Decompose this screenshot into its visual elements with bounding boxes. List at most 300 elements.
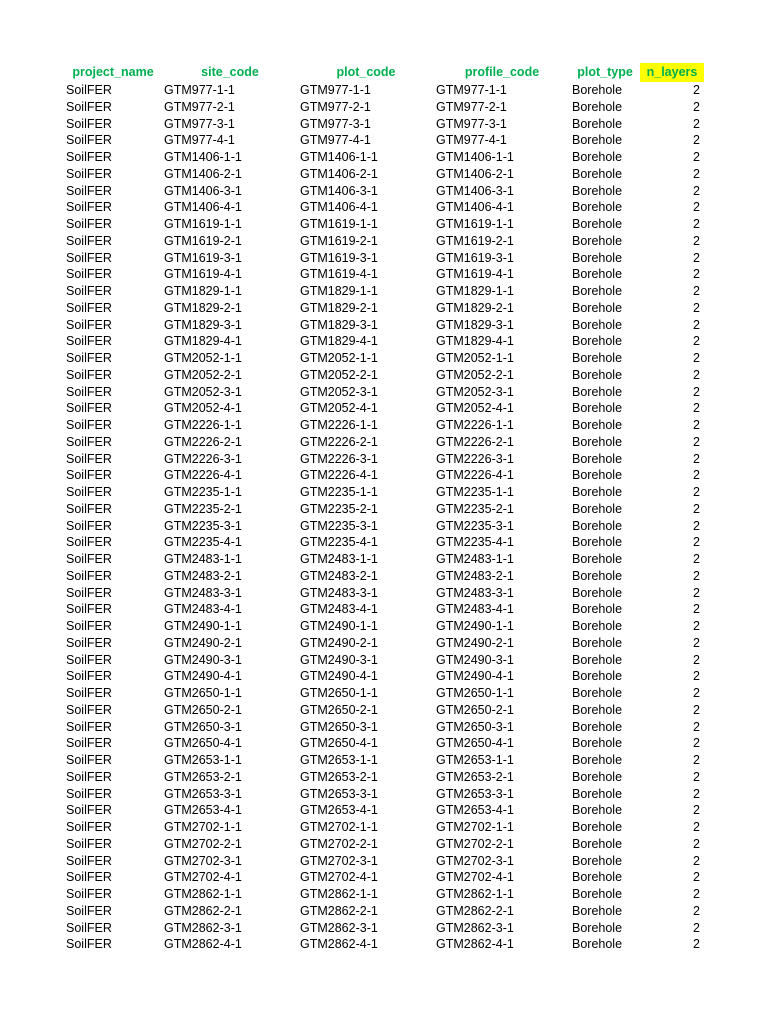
cell-site-code[interactable]: GTM2226-1-1 xyxy=(164,418,242,432)
cell-profile-code[interactable]: GTM2702-3-1 xyxy=(436,853,514,868)
cell-project-name[interactable]: SoilFER xyxy=(66,83,112,97)
cell-plot-code[interactable]: GTM2483-3-1 xyxy=(300,585,378,600)
cell-profile-code[interactable]: GTM2235-3-1 xyxy=(436,518,514,533)
cell-project-name[interactable]: SoilFER xyxy=(66,736,112,751)
cell-plot-code[interactable]: GTM2862-3-1 xyxy=(300,920,378,935)
cell-profile-code[interactable]: GTM977-2-1 xyxy=(436,99,507,114)
cell-project-name[interactable]: SoilFER xyxy=(66,384,112,399)
cell-plot-type[interactable]: Borehole xyxy=(572,753,623,767)
cell-n-layers[interactable]: 2 xyxy=(693,150,700,164)
cell-plot-code[interactable]: GTM2483-1-1 xyxy=(300,552,378,566)
cell-project-name[interactable]: SoilFER xyxy=(66,535,112,550)
cell-plot-code[interactable]: GTM1406-2-1 xyxy=(300,166,378,181)
cell-profile-code[interactable]: GTM2483-4-1 xyxy=(436,602,514,617)
cell-plot-type[interactable]: Borehole xyxy=(572,552,623,566)
cell-site-code[interactable]: GTM2483-2-1 xyxy=(164,568,242,583)
cell-site-code[interactable]: GTM2235-4-1 xyxy=(164,535,242,550)
cell-site-code[interactable]: GTM2226-2-1 xyxy=(164,434,242,449)
cell-plot-type[interactable]: Borehole xyxy=(572,133,623,148)
cell-site-code[interactable]: GTM2052-2-1 xyxy=(164,367,242,382)
cell-plot-type[interactable]: Borehole xyxy=(572,250,623,265)
cell-site-code[interactable]: GTM2052-4-1 xyxy=(164,401,242,416)
cell-profile-code[interactable]: GTM977-1-1 xyxy=(436,83,507,97)
cell-plot-code[interactable]: GTM2052-2-1 xyxy=(300,367,378,382)
cell-profile-code[interactable]: GTM2653-1-1 xyxy=(436,753,514,767)
cell-plot-type[interactable]: Borehole xyxy=(572,702,623,717)
cell-site-code[interactable]: GTM2226-3-1 xyxy=(164,451,242,466)
cell-plot-type[interactable]: Borehole xyxy=(572,602,623,617)
cell-site-code[interactable]: GTM2235-2-1 xyxy=(164,501,242,516)
cell-plot-code[interactable]: GTM977-4-1 xyxy=(300,133,371,148)
cell-site-code[interactable]: GTM1829-4-1 xyxy=(164,334,242,349)
cell-plot-type[interactable]: Borehole xyxy=(572,451,623,466)
cell-n-layers[interactable]: 2 xyxy=(693,334,700,349)
cell-project-name[interactable]: SoilFER xyxy=(66,217,112,231)
cell-profile-code[interactable]: GTM2235-4-1 xyxy=(436,535,514,550)
cell-plot-type[interactable]: Borehole xyxy=(572,786,623,801)
cell-n-layers[interactable]: 2 xyxy=(693,753,700,767)
cell-site-code[interactable]: GTM2235-3-1 xyxy=(164,518,242,533)
cell-profile-code[interactable]: GTM2052-1-1 xyxy=(436,351,514,365)
cell-plot-code[interactable]: GTM2862-4-1 xyxy=(300,937,378,952)
cell-plot-type[interactable]: Borehole xyxy=(572,334,623,349)
cell-n-layers[interactable]: 2 xyxy=(693,183,700,198)
cell-plot-code[interactable]: GTM2235-1-1 xyxy=(300,485,378,499)
cell-project-name[interactable]: SoilFER xyxy=(66,669,112,684)
cell-site-code[interactable]: GTM2490-1-1 xyxy=(164,619,242,633)
cell-n-layers[interactable]: 2 xyxy=(693,937,700,952)
cell-plot-type[interactable]: Borehole xyxy=(572,217,623,231)
cell-profile-code[interactable]: GTM1829-4-1 xyxy=(436,334,514,349)
cell-plot-code[interactable]: GTM977-2-1 xyxy=(300,99,371,114)
cell-profile-code[interactable]: GTM1829-2-1 xyxy=(436,300,514,315)
cell-project-name[interactable]: SoilFER xyxy=(66,401,112,416)
cell-project-name[interactable]: SoilFER xyxy=(66,451,112,466)
cell-n-layers[interactable]: 2 xyxy=(693,887,700,901)
cell-plot-type[interactable]: Borehole xyxy=(572,468,623,483)
cell-project-name[interactable]: SoilFER xyxy=(66,887,112,901)
cell-plot-type[interactable]: Borehole xyxy=(572,384,623,399)
cell-n-layers[interactable]: 2 xyxy=(693,736,700,751)
cell-plot-code[interactable]: GTM2235-3-1 xyxy=(300,518,378,533)
cell-plot-code[interactable]: GTM1619-4-1 xyxy=(300,267,378,282)
cell-site-code[interactable]: GTM977-2-1 xyxy=(164,99,235,114)
cell-plot-code[interactable]: GTM2226-3-1 xyxy=(300,451,378,466)
cell-plot-type[interactable]: Borehole xyxy=(572,686,623,700)
cell-site-code[interactable]: GTM2702-4-1 xyxy=(164,870,242,885)
cell-site-code[interactable]: GTM1619-2-1 xyxy=(164,233,242,248)
cell-profile-code[interactable]: GTM2226-2-1 xyxy=(436,434,514,449)
cell-plot-code[interactable]: GTM1829-4-1 xyxy=(300,334,378,349)
cell-profile-code[interactable]: GTM2235-1-1 xyxy=(436,485,514,499)
cell-n-layers[interactable]: 2 xyxy=(693,635,700,650)
cell-n-layers[interactable]: 2 xyxy=(693,485,700,499)
cell-project-name[interactable]: SoilFER xyxy=(66,903,112,918)
cell-plot-type[interactable]: Borehole xyxy=(572,870,623,885)
cell-profile-code[interactable]: GTM2490-2-1 xyxy=(436,635,514,650)
cell-n-layers[interactable]: 2 xyxy=(693,133,700,148)
cell-plot-code[interactable]: GTM2483-4-1 xyxy=(300,602,378,617)
cell-n-layers[interactable]: 2 xyxy=(693,317,700,332)
cell-project-name[interactable]: SoilFER xyxy=(66,233,112,248)
cell-profile-code[interactable]: GTM2653-2-1 xyxy=(436,769,514,784)
cell-plot-type[interactable]: Borehole xyxy=(572,83,623,97)
cell-project-name[interactable]: SoilFER xyxy=(66,166,112,181)
cell-project-name[interactable]: SoilFER xyxy=(66,351,112,365)
cell-profile-code[interactable]: GTM1406-1-1 xyxy=(436,150,514,164)
cell-profile-code[interactable]: GTM2483-3-1 xyxy=(436,585,514,600)
cell-project-name[interactable]: SoilFER xyxy=(66,870,112,885)
cell-project-name[interactable]: SoilFER xyxy=(66,468,112,483)
cell-project-name[interactable]: SoilFER xyxy=(66,568,112,583)
cell-project-name[interactable]: SoilFER xyxy=(66,853,112,868)
cell-plot-code[interactable]: GTM2235-4-1 xyxy=(300,535,378,550)
cell-plot-code[interactable]: GTM2226-4-1 xyxy=(300,468,378,483)
cell-project-name[interactable]: SoilFER xyxy=(66,652,112,667)
cell-profile-code[interactable]: GTM1619-1-1 xyxy=(436,217,514,231)
cell-plot-code[interactable]: GTM2653-3-1 xyxy=(300,786,378,801)
cell-plot-type[interactable]: Borehole xyxy=(572,434,623,449)
cell-plot-code[interactable]: GTM2650-4-1 xyxy=(300,736,378,751)
cell-site-code[interactable]: GTM2862-4-1 xyxy=(164,937,242,952)
cell-site-code[interactable]: GTM2702-1-1 xyxy=(164,820,242,834)
cell-plot-code[interactable]: GTM1619-1-1 xyxy=(300,217,378,231)
cell-plot-type[interactable]: Borehole xyxy=(572,183,623,198)
cell-plot-type[interactable]: Borehole xyxy=(572,401,623,416)
cell-plot-code[interactable]: GTM1829-2-1 xyxy=(300,300,378,315)
cell-project-name[interactable]: SoilFER xyxy=(66,820,112,834)
cell-plot-type[interactable]: Borehole xyxy=(572,719,623,734)
cell-profile-code[interactable]: GTM2490-4-1 xyxy=(436,669,514,684)
cell-project-name[interactable]: SoilFER xyxy=(66,367,112,382)
cell-plot-type[interactable]: Borehole xyxy=(572,652,623,667)
cell-plot-code[interactable]: GTM977-1-1 xyxy=(300,83,371,97)
cell-n-layers[interactable]: 2 xyxy=(693,384,700,399)
cell-profile-code[interactable]: GTM1406-4-1 xyxy=(436,200,514,215)
cell-site-code[interactable]: GTM1829-2-1 xyxy=(164,300,242,315)
cell-n-layers[interactable]: 2 xyxy=(693,217,700,231)
cell-plot-type[interactable]: Borehole xyxy=(572,233,623,248)
cell-profile-code[interactable]: GTM1406-2-1 xyxy=(436,166,514,181)
cell-project-name[interactable]: SoilFER xyxy=(66,686,112,700)
cell-n-layers[interactable]: 2 xyxy=(693,401,700,416)
cell-project-name[interactable]: SoilFER xyxy=(66,769,112,784)
cell-n-layers[interactable]: 2 xyxy=(693,434,700,449)
cell-n-layers[interactable]: 2 xyxy=(693,166,700,181)
cell-profile-code[interactable]: GTM2702-1-1 xyxy=(436,820,514,834)
cell-site-code[interactable]: GTM1619-4-1 xyxy=(164,267,242,282)
cell-profile-code[interactable]: GTM2653-3-1 xyxy=(436,786,514,801)
cell-project-name[interactable]: SoilFER xyxy=(66,753,112,767)
cell-n-layers[interactable]: 2 xyxy=(693,300,700,315)
cell-plot-type[interactable]: Borehole xyxy=(572,903,623,918)
cell-plot-code[interactable]: GTM1829-3-1 xyxy=(300,317,378,332)
cell-n-layers[interactable]: 2 xyxy=(693,535,700,550)
cell-profile-code[interactable]: GTM2862-1-1 xyxy=(436,887,514,901)
cell-n-layers[interactable]: 2 xyxy=(693,418,700,432)
cell-plot-type[interactable]: Borehole xyxy=(572,619,623,633)
cell-n-layers[interactable]: 2 xyxy=(693,619,700,633)
cell-plot-type[interactable]: Borehole xyxy=(572,803,623,818)
cell-plot-code[interactable]: GTM2702-4-1 xyxy=(300,870,378,885)
cell-project-name[interactable]: SoilFER xyxy=(66,485,112,499)
cell-n-layers[interactable]: 2 xyxy=(693,518,700,533)
cell-project-name[interactable]: SoilFER xyxy=(66,434,112,449)
cell-plot-type[interactable]: Borehole xyxy=(572,568,623,583)
cell-site-code[interactable]: GTM2650-4-1 xyxy=(164,736,242,751)
cell-plot-code[interactable]: GTM1829-1-1 xyxy=(300,284,378,298)
cell-profile-code[interactable]: GTM2235-2-1 xyxy=(436,501,514,516)
cell-plot-type[interactable]: Borehole xyxy=(572,635,623,650)
cell-plot-code[interactable]: GTM2862-2-1 xyxy=(300,903,378,918)
cell-project-name[interactable]: SoilFER xyxy=(66,116,112,131)
cell-site-code[interactable]: GTM1619-3-1 xyxy=(164,250,242,265)
cell-n-layers[interactable]: 2 xyxy=(693,116,700,131)
cell-plot-type[interactable]: Borehole xyxy=(572,200,623,215)
cell-plot-code[interactable]: GTM1619-2-1 xyxy=(300,233,378,248)
cell-site-code[interactable]: GTM1829-3-1 xyxy=(164,317,242,332)
cell-profile-code[interactable]: GTM2052-3-1 xyxy=(436,384,514,399)
cell-project-name[interactable]: SoilFER xyxy=(66,518,112,533)
cell-profile-code[interactable]: GTM977-4-1 xyxy=(436,133,507,148)
header-plot-type[interactable]: plot_type xyxy=(577,65,633,79)
cell-project-name[interactable]: SoilFER xyxy=(66,284,112,298)
cell-n-layers[interactable]: 2 xyxy=(693,99,700,114)
cell-profile-code[interactable]: GTM2702-4-1 xyxy=(436,870,514,885)
cell-plot-code[interactable]: GTM2653-1-1 xyxy=(300,753,378,767)
cell-project-name[interactable]: SoilFER xyxy=(66,920,112,935)
header-plot-code[interactable]: plot_code xyxy=(336,65,396,79)
cell-plot-type[interactable]: Borehole xyxy=(572,367,623,382)
cell-profile-code[interactable]: GTM2490-1-1 xyxy=(436,619,514,633)
cell-profile-code[interactable]: GTM2650-2-1 xyxy=(436,702,514,717)
cell-site-code[interactable]: GTM1406-2-1 xyxy=(164,166,242,181)
header-n-layers[interactable]: n_layers xyxy=(640,63,704,82)
cell-n-layers[interactable]: 2 xyxy=(693,83,700,97)
cell-plot-type[interactable]: Borehole xyxy=(572,150,623,164)
cell-profile-code[interactable]: GTM2862-2-1 xyxy=(436,903,514,918)
cell-profile-code[interactable]: GTM2052-4-1 xyxy=(436,401,514,416)
cell-project-name[interactable]: SoilFER xyxy=(66,200,112,215)
cell-plot-code[interactable]: GTM2226-1-1 xyxy=(300,418,378,432)
cell-plot-type[interactable]: Borehole xyxy=(572,769,623,784)
cell-plot-code[interactable]: GTM2490-1-1 xyxy=(300,619,378,633)
cell-n-layers[interactable]: 2 xyxy=(693,769,700,784)
cell-project-name[interactable]: SoilFER xyxy=(66,133,112,148)
cell-site-code[interactable]: GTM2702-2-1 xyxy=(164,836,242,851)
cell-plot-code[interactable]: GTM2483-2-1 xyxy=(300,568,378,583)
cell-plot-code[interactable]: GTM2226-2-1 xyxy=(300,434,378,449)
cell-project-name[interactable]: SoilFER xyxy=(66,619,112,633)
cell-plot-code[interactable]: GTM1406-4-1 xyxy=(300,200,378,215)
cell-profile-code[interactable]: GTM2483-1-1 xyxy=(436,552,514,566)
cell-site-code[interactable]: GTM2650-3-1 xyxy=(164,719,242,734)
cell-profile-code[interactable]: GTM2653-4-1 xyxy=(436,803,514,818)
cell-plot-code[interactable]: GTM1406-1-1 xyxy=(300,150,378,164)
cell-n-layers[interactable]: 2 xyxy=(693,267,700,282)
cell-plot-code[interactable]: GTM1619-3-1 xyxy=(300,250,378,265)
cell-n-layers[interactable]: 2 xyxy=(693,501,700,516)
cell-plot-type[interactable]: Borehole xyxy=(572,535,623,550)
cell-plot-type[interactable]: Borehole xyxy=(572,267,623,282)
cell-n-layers[interactable]: 2 xyxy=(693,200,700,215)
cell-n-layers[interactable]: 2 xyxy=(693,820,700,834)
cell-n-layers[interactable]: 2 xyxy=(693,920,700,935)
cell-project-name[interactable]: SoilFER xyxy=(66,99,112,114)
cell-site-code[interactable]: GTM2052-1-1 xyxy=(164,351,242,365)
cell-project-name[interactable]: SoilFER xyxy=(66,702,112,717)
cell-plot-type[interactable]: Borehole xyxy=(572,836,623,851)
cell-n-layers[interactable]: 2 xyxy=(693,351,700,365)
cell-site-code[interactable]: GTM2490-3-1 xyxy=(164,652,242,667)
cell-site-code[interactable]: GTM2483-1-1 xyxy=(164,552,242,566)
cell-n-layers[interactable]: 2 xyxy=(693,803,700,818)
cell-profile-code[interactable]: GTM2650-1-1 xyxy=(436,686,514,700)
cell-site-code[interactable]: GTM2862-2-1 xyxy=(164,903,242,918)
cell-site-code[interactable]: GTM1406-3-1 xyxy=(164,183,242,198)
cell-plot-code[interactable]: GTM2490-4-1 xyxy=(300,669,378,684)
cell-project-name[interactable]: SoilFER xyxy=(66,719,112,734)
cell-plot-code[interactable]: GTM2235-2-1 xyxy=(300,501,378,516)
cell-plot-code[interactable]: GTM2052-3-1 xyxy=(300,384,378,399)
cell-plot-code[interactable]: GTM2702-3-1 xyxy=(300,853,378,868)
cell-plot-type[interactable]: Borehole xyxy=(572,284,623,298)
cell-plot-type[interactable]: Borehole xyxy=(572,518,623,533)
cell-plot-code[interactable]: GTM2052-4-1 xyxy=(300,401,378,416)
cell-profile-code[interactable]: GTM2862-3-1 xyxy=(436,920,514,935)
cell-n-layers[interactable]: 2 xyxy=(693,468,700,483)
cell-n-layers[interactable]: 2 xyxy=(693,602,700,617)
cell-n-layers[interactable]: 2 xyxy=(693,568,700,583)
cell-site-code[interactable]: GTM977-4-1 xyxy=(164,133,235,148)
cell-site-code[interactable]: GTM977-1-1 xyxy=(164,83,235,97)
cell-plot-code[interactable]: GTM2650-2-1 xyxy=(300,702,378,717)
cell-site-code[interactable]: GTM1406-1-1 xyxy=(164,150,242,164)
cell-site-code[interactable]: GTM2226-4-1 xyxy=(164,468,242,483)
cell-plot-code[interactable]: GTM2490-2-1 xyxy=(300,635,378,650)
cell-plot-type[interactable]: Borehole xyxy=(572,116,623,131)
cell-profile-code[interactable]: GTM2650-3-1 xyxy=(436,719,514,734)
cell-site-code[interactable]: GTM2490-4-1 xyxy=(164,669,242,684)
cell-n-layers[interactable]: 2 xyxy=(693,853,700,868)
cell-plot-type[interactable]: Borehole xyxy=(572,99,623,114)
cell-site-code[interactable]: GTM2650-1-1 xyxy=(164,686,242,700)
cell-n-layers[interactable]: 2 xyxy=(693,585,700,600)
cell-site-code[interactable]: GTM2862-1-1 xyxy=(164,887,242,901)
cell-project-name[interactable]: SoilFER xyxy=(66,803,112,818)
cell-plot-code[interactable]: GTM2490-3-1 xyxy=(300,652,378,667)
cell-plot-type[interactable]: Borehole xyxy=(572,937,623,952)
cell-n-layers[interactable]: 2 xyxy=(693,250,700,265)
cell-plot-type[interactable]: Borehole xyxy=(572,887,623,901)
cell-site-code[interactable]: GTM977-3-1 xyxy=(164,116,235,131)
cell-project-name[interactable]: SoilFER xyxy=(66,937,112,952)
cell-n-layers[interactable]: 2 xyxy=(693,719,700,734)
cell-plot-type[interactable]: Borehole xyxy=(572,669,623,684)
cell-profile-code[interactable]: GTM2490-3-1 xyxy=(436,652,514,667)
cell-project-name[interactable]: SoilFER xyxy=(66,183,112,198)
cell-plot-code[interactable]: GTM977-3-1 xyxy=(300,116,371,131)
cell-plot-code[interactable]: GTM2653-4-1 xyxy=(300,803,378,818)
cell-site-code[interactable]: GTM1619-1-1 xyxy=(164,217,242,231)
cell-site-code[interactable]: GTM2483-3-1 xyxy=(164,585,242,600)
cell-plot-type[interactable]: Borehole xyxy=(572,485,623,499)
cell-plot-code[interactable]: GTM2702-2-1 xyxy=(300,836,378,851)
cell-plot-code[interactable]: GTM2862-1-1 xyxy=(300,887,378,901)
cell-site-code[interactable]: GTM2653-4-1 xyxy=(164,803,242,818)
header-profile-code[interactable]: profile_code xyxy=(464,65,540,79)
cell-n-layers[interactable]: 2 xyxy=(693,669,700,684)
cell-site-code[interactable]: GTM1829-1-1 xyxy=(164,284,242,298)
cell-plot-code[interactable]: GTM2650-1-1 xyxy=(300,686,378,700)
cell-plot-code[interactable]: GTM2650-3-1 xyxy=(300,719,378,734)
cell-project-name[interactable]: SoilFER xyxy=(66,786,112,801)
cell-profile-code[interactable]: GTM2483-2-1 xyxy=(436,568,514,583)
cell-project-name[interactable]: SoilFER xyxy=(66,418,112,432)
cell-site-code[interactable]: GTM2490-2-1 xyxy=(164,635,242,650)
cell-plot-type[interactable]: Borehole xyxy=(572,820,623,834)
cell-n-layers[interactable]: 2 xyxy=(693,686,700,700)
cell-profile-code[interactable]: GTM2862-4-1 xyxy=(436,937,514,952)
cell-plot-code[interactable]: GTM2702-1-1 xyxy=(300,820,378,834)
cell-n-layers[interactable]: 2 xyxy=(693,786,700,801)
cell-profile-code[interactable]: GTM2650-4-1 xyxy=(436,736,514,751)
cell-plot-type[interactable]: Borehole xyxy=(572,920,623,935)
cell-project-name[interactable]: SoilFER xyxy=(66,150,112,164)
cell-profile-code[interactable]: GTM2226-3-1 xyxy=(436,451,514,466)
cell-site-code[interactable]: GTM2235-1-1 xyxy=(164,485,242,499)
cell-profile-code[interactable]: GTM2052-2-1 xyxy=(436,367,514,382)
cell-n-layers[interactable]: 2 xyxy=(693,702,700,717)
cell-profile-code[interactable]: GTM1406-3-1 xyxy=(436,183,514,198)
cell-plot-type[interactable]: Borehole xyxy=(572,585,623,600)
cell-project-name[interactable]: SoilFER xyxy=(66,317,112,332)
cell-project-name[interactable]: SoilFER xyxy=(66,334,112,349)
cell-profile-code[interactable]: GTM2226-4-1 xyxy=(436,468,514,483)
cell-site-code[interactable]: GTM1406-4-1 xyxy=(164,200,242,215)
cell-plot-type[interactable]: Borehole xyxy=(572,351,623,365)
cell-project-name[interactable]: SoilFER xyxy=(66,552,112,566)
cell-project-name[interactable]: SoilFER xyxy=(66,836,112,851)
cell-n-layers[interactable]: 2 xyxy=(693,903,700,918)
cell-profile-code[interactable]: GTM1619-3-1 xyxy=(436,250,514,265)
cell-plot-type[interactable]: Borehole xyxy=(572,853,623,868)
cell-n-layers[interactable]: 2 xyxy=(693,870,700,885)
cell-plot-type[interactable]: Borehole xyxy=(572,501,623,516)
cell-profile-code[interactable]: GTM2226-1-1 xyxy=(436,418,514,432)
header-site-code[interactable]: site_code xyxy=(201,65,259,79)
cell-site-code[interactable]: GTM2052-3-1 xyxy=(164,384,242,399)
cell-n-layers[interactable]: 2 xyxy=(693,233,700,248)
cell-project-name[interactable]: SoilFER xyxy=(66,250,112,265)
cell-project-name[interactable]: SoilFER xyxy=(66,635,112,650)
cell-project-name[interactable]: SoilFER xyxy=(66,585,112,600)
cell-n-layers[interactable]: 2 xyxy=(693,451,700,466)
cell-profile-code[interactable]: GTM1619-2-1 xyxy=(436,233,514,248)
cell-plot-type[interactable]: Borehole xyxy=(572,317,623,332)
cell-site-code[interactable]: GTM2702-3-1 xyxy=(164,853,242,868)
cell-n-layers[interactable]: 2 xyxy=(693,652,700,667)
cell-site-code[interactable]: GTM2653-2-1 xyxy=(164,769,242,784)
cell-site-code[interactable]: GTM2650-2-1 xyxy=(164,702,242,717)
header-project-name[interactable]: project_name xyxy=(72,65,154,79)
cell-plot-type[interactable]: Borehole xyxy=(572,166,623,181)
cell-profile-code[interactable]: GTM2702-2-1 xyxy=(436,836,514,851)
cell-profile-code[interactable]: GTM1829-3-1 xyxy=(436,317,514,332)
cell-n-layers[interactable]: 2 xyxy=(693,284,700,298)
cell-plot-type[interactable]: Borehole xyxy=(572,736,623,751)
cell-plot-type[interactable]: Borehole xyxy=(572,418,623,432)
